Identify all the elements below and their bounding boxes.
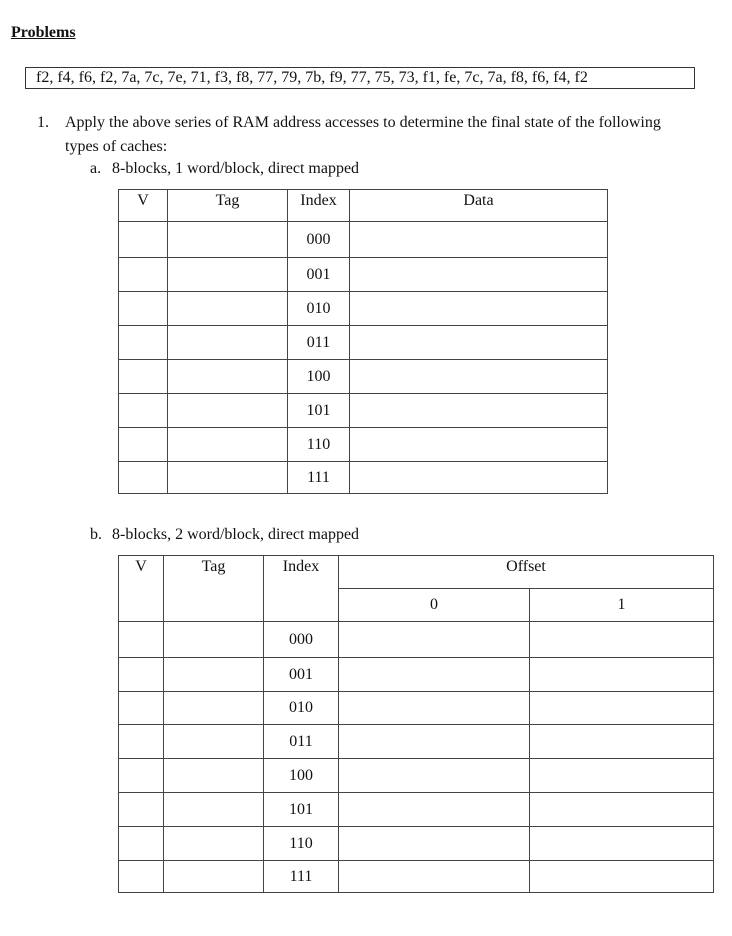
data-cell[interactable] xyxy=(350,360,608,394)
table-row xyxy=(119,725,714,759)
tag-cell[interactable] xyxy=(168,292,288,326)
offset-0-cell[interactable] xyxy=(339,692,530,725)
offset-1-cell[interactable] xyxy=(530,759,714,793)
page-heading: Problems xyxy=(11,24,76,41)
index-cell: 010 xyxy=(288,292,350,326)
offset-0-cell[interactable] xyxy=(339,658,530,692)
index-cell: 110 xyxy=(288,428,350,462)
valid-cell[interactable] xyxy=(119,394,168,428)
col-header-data: Data xyxy=(350,190,608,222)
offset-0-cell[interactable] xyxy=(339,622,530,658)
offset-1-cell[interactable] xyxy=(530,692,714,725)
table-row xyxy=(119,692,714,725)
data-cell[interactable] xyxy=(350,394,608,428)
offset-0-cell[interactable] xyxy=(339,827,530,861)
valid-cell[interactable] xyxy=(119,793,164,827)
table-row xyxy=(119,759,714,793)
valid-cell[interactable] xyxy=(119,258,168,292)
table-row xyxy=(119,861,714,893)
tag-cell[interactable] xyxy=(168,258,288,292)
offset-1-cell[interactable] xyxy=(530,793,714,827)
index-cell: 000 xyxy=(264,622,339,658)
question-text: Apply the above series of RAM address accesses to determine the final state of the following types of caches: xyxy=(65,114,661,155)
valid-cell[interactable] xyxy=(119,759,164,793)
tag-cell[interactable] xyxy=(168,462,288,494)
tag-cell[interactable] xyxy=(164,725,264,759)
valid-cell[interactable] xyxy=(119,861,164,893)
col-header-index: Index xyxy=(288,190,350,222)
offset-0-cell[interactable] xyxy=(339,861,530,893)
table-row xyxy=(119,360,608,394)
offset-1-header: 1 xyxy=(530,589,714,622)
index-cell: 100 xyxy=(288,360,350,394)
index-cell: 011 xyxy=(264,725,339,759)
offset-1-cell[interactable] xyxy=(530,827,714,861)
tag-cell[interactable] xyxy=(164,861,264,893)
valid-cell[interactable] xyxy=(119,462,168,494)
col-header-v: V xyxy=(119,190,168,222)
valid-cell[interactable] xyxy=(119,360,168,394)
col-header-tag: Tag xyxy=(168,190,288,222)
index-cell: 100 xyxy=(264,759,339,793)
table-row xyxy=(119,394,608,428)
data-cell[interactable] xyxy=(350,462,608,494)
valid-cell[interactable] xyxy=(119,292,168,326)
part-a-label: 8-blocks, 1 word/block, direct mapped xyxy=(112,160,360,177)
table-row xyxy=(119,222,608,258)
cache-table-b xyxy=(118,555,714,893)
table-row xyxy=(119,658,714,692)
index-cell: 001 xyxy=(264,658,339,692)
data-cell[interactable] xyxy=(350,258,608,292)
offset-1-cell[interactable] xyxy=(530,725,714,759)
valid-cell[interactable] xyxy=(119,622,164,658)
data-cell[interactable] xyxy=(350,428,608,462)
table-row xyxy=(119,326,608,360)
data-cell[interactable] xyxy=(350,292,608,326)
part-a-letter: a. xyxy=(90,160,102,177)
part-b-label: 8-blocks, 2 word/block, direct mapped xyxy=(112,526,360,543)
col-header-index: Index xyxy=(264,556,339,622)
cache-table-b-header-row xyxy=(119,556,714,589)
valid-cell[interactable] xyxy=(119,326,168,360)
table-row xyxy=(119,622,714,658)
index-cell: 010 xyxy=(264,692,339,725)
index-cell: 000 xyxy=(288,222,350,258)
tag-cell[interactable] xyxy=(168,222,288,258)
data-cell[interactable] xyxy=(350,222,608,258)
table-row xyxy=(119,793,714,827)
valid-cell[interactable] xyxy=(119,692,164,725)
index-cell: 101 xyxy=(288,394,350,428)
index-cell: 011 xyxy=(288,326,350,360)
cache-table-a-header-row xyxy=(119,190,608,222)
col-header-tag: Tag xyxy=(164,556,264,622)
offset-1-cell[interactable] xyxy=(530,658,714,692)
part-b-letter: b. xyxy=(90,526,102,543)
valid-cell[interactable] xyxy=(119,827,164,861)
index-cell: 111 xyxy=(288,462,350,494)
tag-cell[interactable] xyxy=(168,360,288,394)
tag-cell[interactable] xyxy=(164,658,264,692)
tag-cell[interactable] xyxy=(164,622,264,658)
valid-cell[interactable] xyxy=(119,725,164,759)
tag-cell[interactable] xyxy=(168,394,288,428)
cache-table-a xyxy=(118,189,608,494)
table-row xyxy=(119,258,608,292)
tag-cell[interactable] xyxy=(168,428,288,462)
offset-1-cell[interactable] xyxy=(530,861,714,893)
valid-cell[interactable] xyxy=(119,222,168,258)
table-row xyxy=(119,462,608,494)
tag-cell[interactable] xyxy=(164,827,264,861)
table-row xyxy=(119,292,608,326)
index-cell: 101 xyxy=(264,793,339,827)
valid-cell[interactable] xyxy=(119,428,168,462)
index-cell: 111 xyxy=(264,861,339,893)
table-row xyxy=(119,428,608,462)
tag-cell[interactable] xyxy=(164,793,264,827)
address-sequence-box: f2, f4, f6, f2, 7a, 7c, 7e, 71, f3, f8, 77, 79, 7b, f9, 77, 75, 73, f1, fe, 7c, 7a, f8, f6, f4, f2 xyxy=(25,67,695,89)
index-cell: 110 xyxy=(264,827,339,861)
tag-cell[interactable] xyxy=(168,326,288,360)
offset-0-cell[interactable] xyxy=(339,759,530,793)
offset-0-cell[interactable] xyxy=(339,793,530,827)
valid-cell[interactable] xyxy=(119,658,164,692)
tag-cell[interactable] xyxy=(164,759,264,793)
table-row xyxy=(119,827,714,861)
tag-cell[interactable] xyxy=(164,692,264,725)
offset-1-cell[interactable] xyxy=(530,622,714,658)
col-header-offset: Offset xyxy=(339,556,714,589)
col-header-v: V xyxy=(119,556,164,622)
offset-0-cell[interactable] xyxy=(339,725,530,759)
data-cell[interactable] xyxy=(350,326,608,360)
index-cell: 001 xyxy=(288,258,350,292)
question-number: 1. xyxy=(37,114,49,131)
offset-0-header: 0 xyxy=(339,589,530,622)
